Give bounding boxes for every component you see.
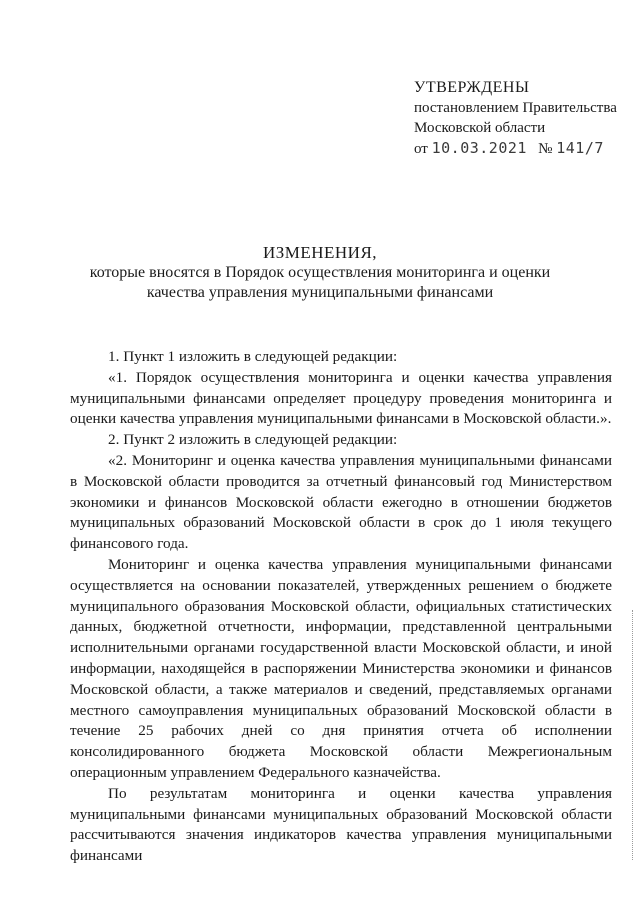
approval-number: 141/7: [556, 139, 604, 157]
approval-date: 10.03.2021: [431, 139, 527, 157]
title-main: ИЗМЕНЕНИЯ,: [262, 243, 378, 262]
paragraph: 1. Пункт 1 изложить в следующей редакции:: [108, 348, 398, 365]
scan-edge-artifact: [632, 610, 637, 860]
paragraph: «2. Мониторинг и оценка качества управления муниципальными финансами в Московской области проводится за отчетный финансовый год Министерством экономики и финансов Московской области ежегодно в отношении бюджетов муниципальных образований Московской области в срок до 1 июля текущего финансового года.: [70, 451, 612, 553]
approval-number-sign: №: [538, 141, 553, 157]
paragraph: По результатам мониторинга и оценки качества управления муниципальными финансами муниципальных образований Московской области рассчитываются значения индикаторов качества управления муниципальными финансами: [70, 784, 612, 865]
paragraph: Мониторинг и оценка качества управления муниципальными финансами осуществляется на основании показателей, утвержденных решением о бюджете муниципального образования Московской области, официальных статистических данных, бюджетной отчетности, информации, представленной центральными исполнительными органами государственной власти Московской области, и иной информации, находящейся в распоряжении Министерства экономики и финансов Московской области, а также материалов и сведений, представляемых органами местного самоуправления муниципальных образований Московской области в течение 25 рабочих дней со дня принятия отчета об исполнении консолидированного бюджета Московской области Межрегиональным операционным управлением Федерального казначейства.: [70, 555, 612, 781]
approval-date-line: [414, 138, 636, 159]
approval-heading: УТВЕРЖДЕНЫ: [414, 79, 530, 96]
approval-line-1: постановлением Правительства: [414, 100, 617, 116]
document-body: [70, 347, 612, 867]
document-title: [80, 243, 560, 303]
title-subtitle: которые вносятся в Порядок осуществления мониторинга и оценки качества управления муниципальными финансами: [89, 264, 551, 301]
approval-date-prefix: от: [414, 141, 428, 157]
paragraph: «1. Порядок осуществления мониторинга и оценки качества управления муниципальными финансами определяет процедуру проведения мониторинга и оценки качества управления муниципальными финансами в Московской области.».: [70, 368, 612, 428]
approval-line-2: Московской области: [414, 120, 546, 136]
approval-stamp: [414, 78, 636, 159]
paragraph: 2. Пункт 2 изложить в следующей редакции:: [108, 431, 398, 449]
